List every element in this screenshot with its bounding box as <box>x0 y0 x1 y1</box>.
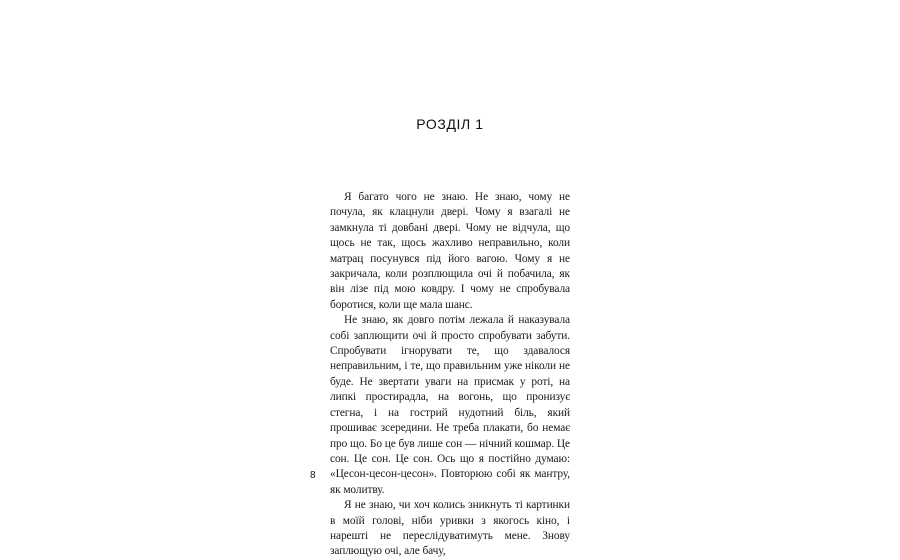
paragraph: Не знаю, як довго потім лежала й наказувала собі заплющити очі й просто спробувати забути. Спробувати ігнорувати те, що здавалося неправильним, і те, що правильним уже ніколи не буде. Не звертати уваги на присмак у роті, на липкі простирадла, на вогонь, що пронизує стегна, і на гострий нудотний біль, який прошиває зсередини. Не треба плакати, бо немає про що. Бо це був лише сон — нічний кошмар. Це сон. Це сон. Це сон. Ось що я постійно думаю: «Цесон-цесон-цесон». Повторюю собі як мантру, як молитву. <box>330 314 570 496</box>
paragraph: Я не знаю, чи хоч колись зникнуть ті картинки в моїй голові, ніби уривки з якогось кіно, і нарешті не переслідуватимуть мене. Знову заплющую очі, але бачу, <box>330 499 570 558</box>
page-number: 8 <box>310 470 316 481</box>
paragraph: Я багато чого не знаю. Не знаю, чому не почула, як клацнули двері. Чому я взагалі не замкнула ті довбані двері. Чому не відчула, що щось не так, щось жахливо неправильно, коли матрац посунувся під його вагою. Чому я не закричала, коли розплющила очі й побачила, як він лізе під мою ковдру. І чому не спробувала боротися, коли ще мала шанс. <box>330 191 570 311</box>
chapter-title: РОЗДІЛ 1 <box>416 116 484 132</box>
body-text <box>330 190 570 560</box>
